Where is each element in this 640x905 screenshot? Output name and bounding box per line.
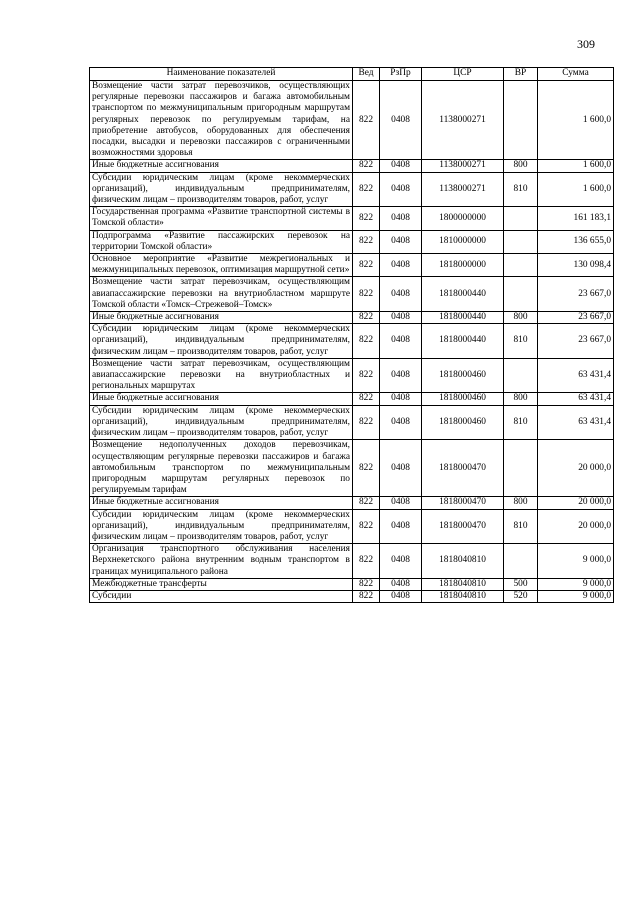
cell-rzpr: 0408 xyxy=(380,509,422,544)
cell-vr: 810 xyxy=(504,405,538,440)
cell-csr: 1818000000 xyxy=(422,254,504,277)
cell-sum: 9 000,0 xyxy=(538,578,614,590)
header-rzpr: РзПр xyxy=(380,68,422,81)
cell-name: Возмещение части затрат перевозчикам, осуществляющим авиапассажирские перевозки на внутриобластном маршруте Томской области «Томск–Стрежевой–Томск» xyxy=(90,277,353,312)
cell-sum: 9 000,0 xyxy=(538,590,614,602)
cell-name: Основное мероприятие «Развитие межрегиональных и межмуниципальных перевозок, оптимизация маршрутной сети» xyxy=(90,254,353,277)
cell-csr: 1818000460 xyxy=(422,358,504,393)
cell-sum: 20 000,0 xyxy=(538,497,614,509)
cell-vr: 810 xyxy=(504,172,538,207)
cell-vr xyxy=(504,544,538,579)
cell-csr: 1818000470 xyxy=(422,509,504,544)
cell-vr: 800 xyxy=(504,160,538,172)
cell-sum: 1 600,0 xyxy=(538,160,614,172)
cell-csr: 1138000271 xyxy=(422,172,504,207)
cell-name: Иные бюджетные ассигнования xyxy=(90,393,353,405)
table-row xyxy=(90,254,614,277)
table-row xyxy=(90,544,614,579)
cell-rzpr: 0408 xyxy=(380,578,422,590)
cell-vr xyxy=(504,440,538,497)
table-row xyxy=(90,578,614,590)
cell-sum: 161 183,1 xyxy=(538,207,614,230)
cell-ved: 822 xyxy=(353,509,380,544)
cell-vr: 810 xyxy=(504,509,538,544)
cell-ved: 822 xyxy=(353,440,380,497)
table-body xyxy=(90,81,614,603)
cell-sum: 63 431,4 xyxy=(538,393,614,405)
table-row xyxy=(90,509,614,544)
cell-csr: 1818000460 xyxy=(422,405,504,440)
cell-sum: 136 655,0 xyxy=(538,230,614,253)
cell-ved: 822 xyxy=(353,172,380,207)
table-row xyxy=(90,405,614,440)
cell-name: Возмещение части затрат перевозчиков, осуществляющих регулярные перевозки пассажиров и багажа автомобильным транспортом по межмуниципальным пригородным маршрутам регулярных перевозок по регулируемым тарифам, на приобретение автобусов, оборудованных для обеспечения посадки, высадки и перевозки пассажиров с ограниченными возможностями здоровья xyxy=(90,81,353,160)
cell-csr: 1818000470 xyxy=(422,497,504,509)
cell-vr: 800 xyxy=(504,497,538,509)
cell-name: Подпрограмма «Развитие пассажирских перевозок на территории Томской области» xyxy=(90,230,353,253)
table-row xyxy=(90,277,614,312)
cell-vr xyxy=(504,277,538,312)
cell-sum: 9 000,0 xyxy=(538,544,614,579)
header-csr: ЦСР xyxy=(422,68,504,81)
cell-ved: 822 xyxy=(353,544,380,579)
cell-csr: 1818000470 xyxy=(422,440,504,497)
table-row xyxy=(90,590,614,602)
cell-ved: 822 xyxy=(353,277,380,312)
cell-vr: 800 xyxy=(504,393,538,405)
cell-name: Иные бюджетные ассигнования xyxy=(90,312,353,324)
cell-ved: 822 xyxy=(353,254,380,277)
cell-rzpr: 0408 xyxy=(380,324,422,359)
header-ved: Вед xyxy=(353,68,380,81)
cell-name: Субсидии юридическим лицам (кроме некоммерческих организаций), индивидуальным предпринимателям, физическим лицам – производителям товаров, работ, услуг xyxy=(90,509,353,544)
cell-ved: 822 xyxy=(353,207,380,230)
table-row xyxy=(90,230,614,253)
cell-ved: 822 xyxy=(353,324,380,359)
table-row xyxy=(90,440,614,497)
cell-csr: 1800000000 xyxy=(422,207,504,230)
cell-vr: 800 xyxy=(504,312,538,324)
table-row xyxy=(90,324,614,359)
cell-csr: 1818040810 xyxy=(422,590,504,602)
cell-rzpr: 0408 xyxy=(380,312,422,324)
cell-rzpr: 0408 xyxy=(380,81,422,160)
cell-sum: 1 600,0 xyxy=(538,81,614,160)
cell-ved: 822 xyxy=(353,81,380,160)
cell-rzpr: 0408 xyxy=(380,172,422,207)
cell-sum: 20 000,0 xyxy=(538,440,614,497)
cell-name: Межбюджетные трансферты xyxy=(90,578,353,590)
cell-csr: 1818000440 xyxy=(422,324,504,359)
cell-sum: 23 667,0 xyxy=(538,324,614,359)
cell-vr xyxy=(504,81,538,160)
cell-vr xyxy=(504,207,538,230)
cell-rzpr: 0408 xyxy=(380,497,422,509)
cell-rzpr: 0408 xyxy=(380,405,422,440)
cell-csr: 1138000271 xyxy=(422,81,504,160)
cell-name: Организация транспортного обслуживания населения Верхнекетского района внутренним водным транспортом в границах муниципального района xyxy=(90,544,353,579)
cell-csr: 1818040810 xyxy=(422,578,504,590)
cell-rzpr: 0408 xyxy=(380,544,422,579)
cell-csr: 1138000271 xyxy=(422,160,504,172)
cell-rzpr: 0408 xyxy=(380,207,422,230)
table-row xyxy=(90,358,614,393)
cell-ved: 822 xyxy=(353,160,380,172)
table-row xyxy=(90,312,614,324)
cell-rzpr: 0408 xyxy=(380,440,422,497)
cell-ved: 822 xyxy=(353,312,380,324)
table-row xyxy=(90,160,614,172)
cell-vr: 520 xyxy=(504,590,538,602)
cell-sum: 1 600,0 xyxy=(538,172,614,207)
cell-rzpr: 0408 xyxy=(380,358,422,393)
cell-csr: 1818000460 xyxy=(422,393,504,405)
page-number: 309 xyxy=(577,37,595,51)
cell-rzpr: 0408 xyxy=(380,393,422,405)
cell-name: Иные бюджетные ассигнования xyxy=(90,497,353,509)
cell-name: Субсидии xyxy=(90,590,353,602)
cell-ved: 822 xyxy=(353,497,380,509)
cell-csr: 1818040810 xyxy=(422,544,504,579)
cell-name: Возмещение недополученных доходов перевозчикам, осуществляющим регулярные перевозки пассажиров и багажа автомобильным транспортом по межмуниципальным пригородным маршрутам регулярных перевозок по регулируемым тарифам xyxy=(90,440,353,497)
cell-sum: 23 667,0 xyxy=(538,277,614,312)
header-vr: ВР xyxy=(504,68,538,81)
cell-ved: 822 xyxy=(353,590,380,602)
cell-name: Субсидии юридическим лицам (кроме некоммерческих организаций), индивидуальным предпринимателям, физическим лицам – производителям товаров, работ, услуг xyxy=(90,405,353,440)
cell-csr: 1818000440 xyxy=(422,312,504,324)
cell-name: Возмещение части затрат перевозчикам, осуществляющим авиапассажирские перевозки на внутриобластных и региональных маршрутах xyxy=(90,358,353,393)
cell-vr xyxy=(504,358,538,393)
header-name: Наименование показателей xyxy=(90,68,353,81)
table-row xyxy=(90,207,614,230)
cell-rzpr: 0408 xyxy=(380,160,422,172)
cell-sum: 23 667,0 xyxy=(538,312,614,324)
table-row xyxy=(90,393,614,405)
cell-name: Субсидии юридическим лицам (кроме некоммерческих организаций), индивидуальным предпринимателям, физическим лицам – производителям товаров, работ, услуг xyxy=(90,324,353,359)
cell-csr: 1810000000 xyxy=(422,230,504,253)
cell-rzpr: 0408 xyxy=(380,590,422,602)
cell-vr xyxy=(504,230,538,253)
table-row xyxy=(90,172,614,207)
cell-sum: 20 000,0 xyxy=(538,509,614,544)
cell-ved: 822 xyxy=(353,358,380,393)
cell-ved: 822 xyxy=(353,393,380,405)
cell-csr: 1818000440 xyxy=(422,277,504,312)
cell-sum: 63 431,4 xyxy=(538,358,614,393)
cell-rzpr: 0408 xyxy=(380,277,422,312)
table-row xyxy=(90,497,614,509)
cell-ved: 822 xyxy=(353,578,380,590)
table-row xyxy=(90,81,614,160)
budget-table xyxy=(89,67,614,603)
cell-name: Государственная программа «Развитие транспортной системы в Томской области» xyxy=(90,207,353,230)
cell-vr: 500 xyxy=(504,578,538,590)
cell-vr xyxy=(504,254,538,277)
header-sum: Сумма xyxy=(538,68,614,81)
cell-ved: 822 xyxy=(353,405,380,440)
cell-name: Иные бюджетные ассигнования xyxy=(90,160,353,172)
cell-sum: 130 098,4 xyxy=(538,254,614,277)
table-header-row xyxy=(90,68,614,81)
cell-rzpr: 0408 xyxy=(380,230,422,253)
cell-vr: 810 xyxy=(504,324,538,359)
cell-ved: 822 xyxy=(353,230,380,253)
cell-rzpr: 0408 xyxy=(380,254,422,277)
cell-sum: 63 431,4 xyxy=(538,405,614,440)
cell-name: Субсидии юридическим лицам (кроме некоммерческих организаций), индивидуальным предпринимателям, физическим лицам – производителям товаров, работ, услуг xyxy=(90,172,353,207)
